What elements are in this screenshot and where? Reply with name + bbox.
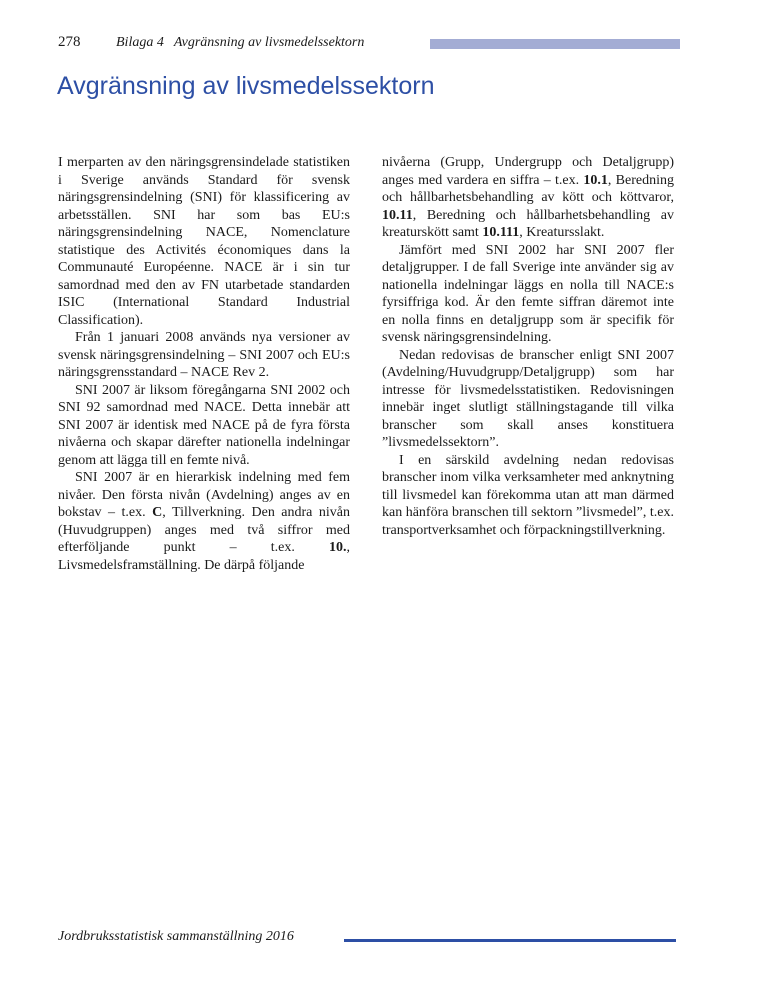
- text-run: nivåerna (Grupp, Undergrupp och Detaljgrupp) anges med vardera en siffra – t.ex.: [382, 155, 674, 188]
- text-run: , Tillverkning. Den andra nivån (Huvudgruppen) anges med två siffror med efterföljande punkt – t.ex.: [58, 505, 350, 555]
- text-run: SNI 2007 är en hierarkisk indelning med fem nivåer. Den första nivån (Avdelning) anges av en bokstav – t.ex.: [58, 470, 350, 520]
- paragraph: [382, 154, 674, 242]
- publication-title: Jordbruksstatistisk sammanställning 2016: [58, 929, 294, 944]
- code-label: 10.111: [482, 225, 520, 240]
- page-title: Avgränsning av livsmedelssektorn: [57, 72, 435, 100]
- paragraph: Från 1 januari 2008 används nya versioner av svensk näringsgrensindelning – SNI 2007 och EU:s näringsgrensstandard – NACE Rev 2.: [58, 330, 350, 380]
- paragraph: Nedan redovisas de branscher enligt SNI 2007 (Avdelning/Huvudgrupp/Detaljgrupp) som har intresse för livsmedelsstatistiken. Redovisningen innebär inget slutligt ställningstagande till vilka branscher som skall anses konstituera ”livsmedelssektorn”.: [382, 347, 674, 450]
- text-run: , Beredning och hållbarhetsbehandling av kött och köttvaror,: [382, 172, 674, 205]
- text-run: , Livsmedelsframställning. De därpå följande: [58, 540, 350, 573]
- page-header: [58, 34, 678, 54]
- code-label: 10.: [329, 540, 347, 555]
- paragraph: SNI 2007 är liksom föregångarna SNI 2002 och SNI 92 samordnad med NACE. Detta innebär att SNI 2007 är identisk med NACE på de fyra första nivåerna och skapar därefter nationella indelningar genom att lägga till en femte nivå.: [58, 382, 350, 468]
- page-footer: [58, 929, 678, 951]
- paragraph: [58, 469, 350, 574]
- code-label: 10.1: [583, 172, 608, 188]
- code-label: C: [152, 505, 163, 520]
- header-decorative-bar: [430, 39, 680, 49]
- text-run: , Kreatursslakt.: [519, 225, 605, 240]
- paragraph: I en särskild avdelning nedan redovisas branscher inom vilka verksamheter med anknytning till livsmedel kan förekomma utan att man därmed kan hänföra branschen till sektorn ”livsmedel”, t.ex. transportverksamhet och förpackningstillverkning.: [382, 452, 674, 538]
- paragraph: I merparten av den näringsgrensindelade statistiken i Sverige används Standard för svensk näringsgrensindelning (SNI) för klassificering av arbetsställen. SNI har som bas EU:s näringsgrensindelning NACE, Nomenclature statistique des Activités économiques dans la Communauté Européenne. NACE är i sin tur samordnad med den av FN utarbetade standarden ISIC (International Standard Industrial Classification).: [58, 155, 350, 328]
- code-label: 10.11: [382, 207, 413, 223]
- appendix-label: Bilaga 4: [116, 35, 164, 50]
- page-number: 278: [58, 34, 81, 50]
- running-head: [116, 35, 364, 51]
- text-run: , Beredning och hållbarhetsbehandling av kreaturskött samt: [382, 207, 674, 240]
- footer-rule: [344, 939, 676, 942]
- left-column: [58, 154, 350, 574]
- section-label: Avgränsning av livsmedelssektorn: [173, 35, 365, 50]
- paragraph: Jämfört med SNI 2002 har SNI 2007 fler detaljgrupper. I de fall Sverige inte använder sig av nationella indelningar läggs en nolla till NACE:s fyrsiffriga kod. Är den femte siffran däremot inte en nolla finns en detaljgrupp som är specifik för svensk näringsgrensindelning.: [382, 242, 674, 345]
- right-column: [382, 154, 674, 539]
